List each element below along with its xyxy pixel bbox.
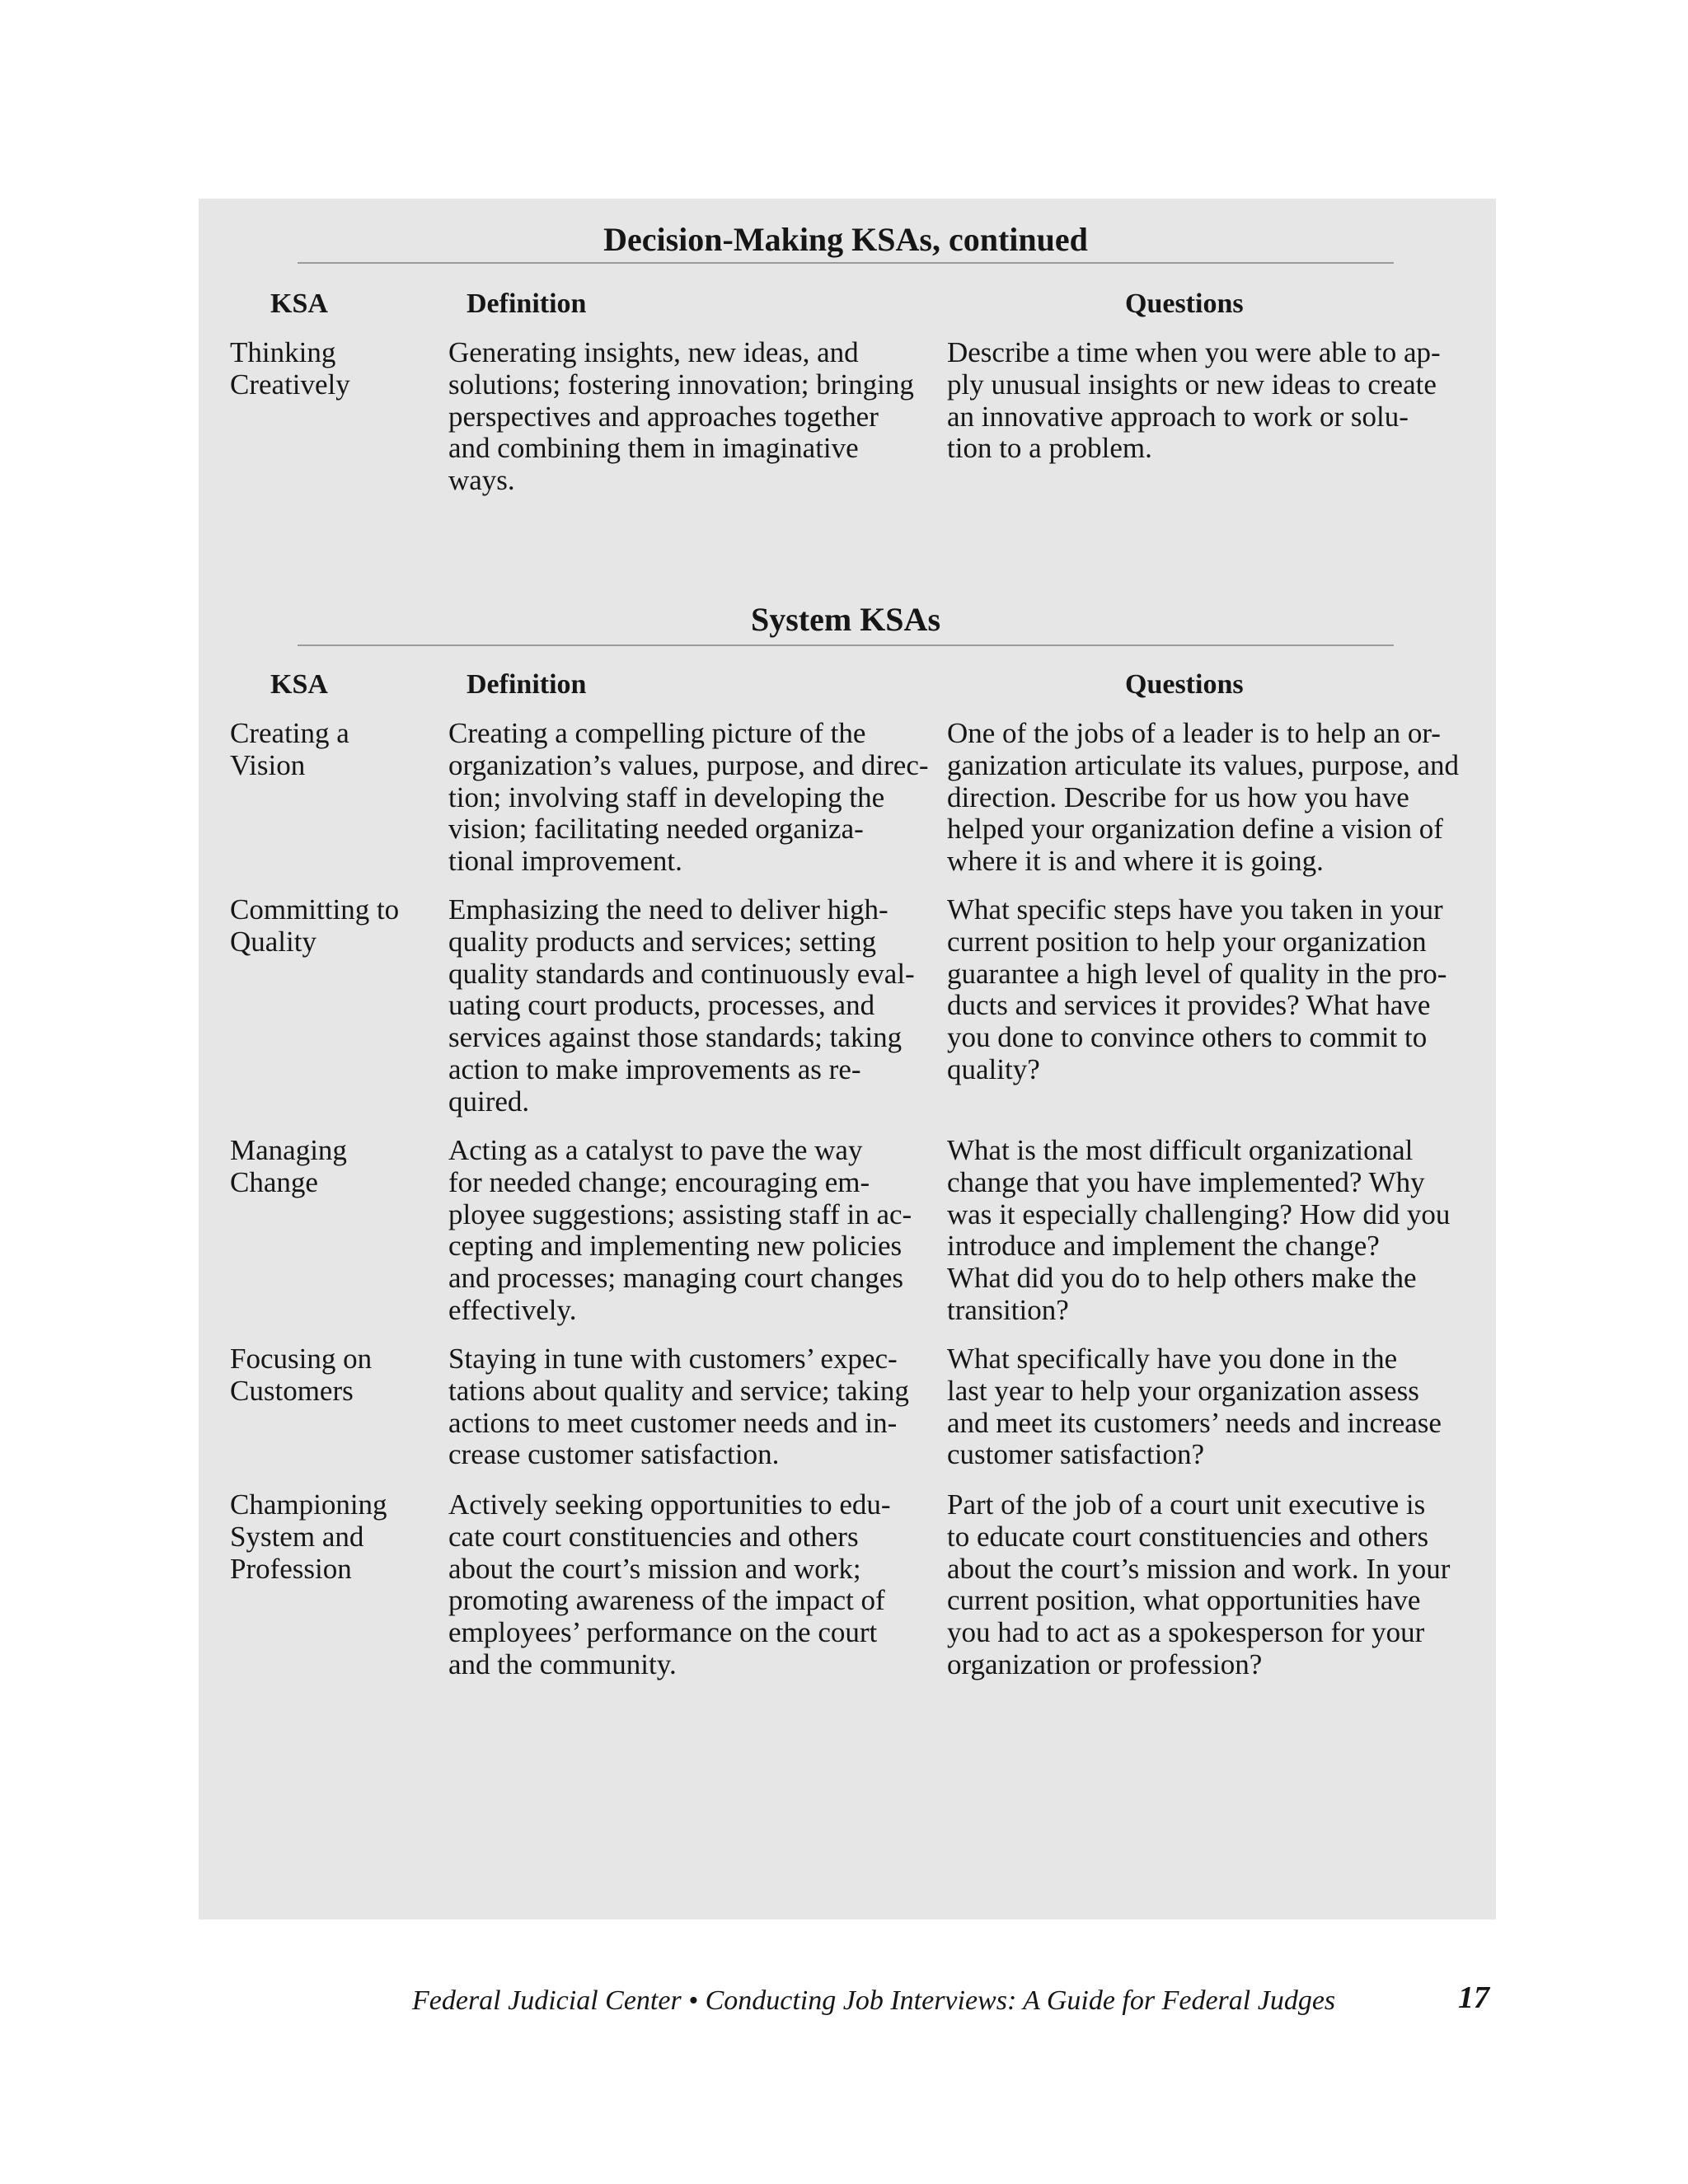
ksa-definition: Staying in tune with customers’ expec- tations about quality and service; taking actions to meet customer needs and in- crease customer satisfaction. [448,1343,909,1471]
ksa-questions: Part of the job of a court unit executive is to educate court constituencies and others about the court’s mission and work. In your current position, what opportunities have you had to act as a spokesperson for your organization or profession? [947,1488,1451,1680]
column-header-questions: Questions [1125,669,1244,700]
ksa-definition: Acting as a catalyst to pave the way for needed change; encouraging em- ployee suggestions; assisting staff in ac- cepting and implementing new policies and processes; managing court changes effectively. [448,1134,912,1326]
ksa-questions: What specific steps have you taken in your current position to help your organization guarantee a high level of quality in the pro- ducts and services it provides? What have you done to convince others to commit to quality? [947,893,1447,1085]
column-header-ksa: KSA [270,288,328,319]
column-header-definition: Definition [467,288,587,319]
ksa-definition: Emphasizing the need to deliver high- quality products and services; setting quality standards and continuously eval- uating court products, processes, and services against those standards; taking action to make improvements as re- quired. [448,893,915,1118]
ksa-questions: One of the jobs of a leader is to help an or- ganization articulate its values, purpose, and direction. Describe for us how you have helped your organization define a vision of where it is and where it is going. [947,717,1460,878]
ksa-definition: Generating insights, new ideas, and solutions; fostering innovation; bringing perspectives and approaches together and combining them in imaginative ways. [448,336,914,497]
section-rule [298,644,1394,646]
ksa-name: Championing System and Profession [230,1488,387,1585]
section-title-system: System KSAs [750,601,941,638]
ksa-questions: What specifically have you done in the last year to help your organization assess and meet its customers’ needs and increase customer satisfaction? [947,1343,1442,1471]
ksa-name: Focusing on Customers [230,1343,373,1407]
column-header-ksa: KSA [270,669,328,700]
ksa-name: Committing to Quality [230,893,400,958]
ksa-definition: Actively seeking opportunities to edu- cate court constituencies and others about the court’s mission and work; promoting awareness of the impact of employees’ performance on the court and the community. [448,1488,891,1680]
running-footer: Federal Judicial Center • Conducting Job Interviews: A Guide for Federal Judges [412,1985,1336,2016]
column-header-questions: Questions [1125,288,1244,319]
page-number: 17 [1458,1980,1489,2015]
ksa-name: Managing Change [230,1134,347,1198]
ksa-questions: Describe a time when you were able to ap- ply unusual insights or new ideas to create an innovative approach to work or solu- tion to a problem. [947,336,1441,465]
ksa-name: Creating a Vision [230,717,349,781]
section-rule [298,262,1394,264]
column-header-definition: Definition [467,669,587,700]
ksa-definition: Creating a compelling picture of the organization’s values, purpose, and direc- tion; involving staff in developing the vision; facilitating needed organiza- tional improvement. [448,717,929,878]
ksa-name: Thinking Creatively [230,336,350,401]
ksa-questions: What is the most difficult organizational change that you have implemented? Why was it especially challenging? How did you introduce and implement the change? What did you do to help others make the transition? [947,1134,1451,1326]
section-title-decision-making: Decision-Making KSAs, continued [603,221,1088,258]
ksa-panel [199,199,1496,1919]
